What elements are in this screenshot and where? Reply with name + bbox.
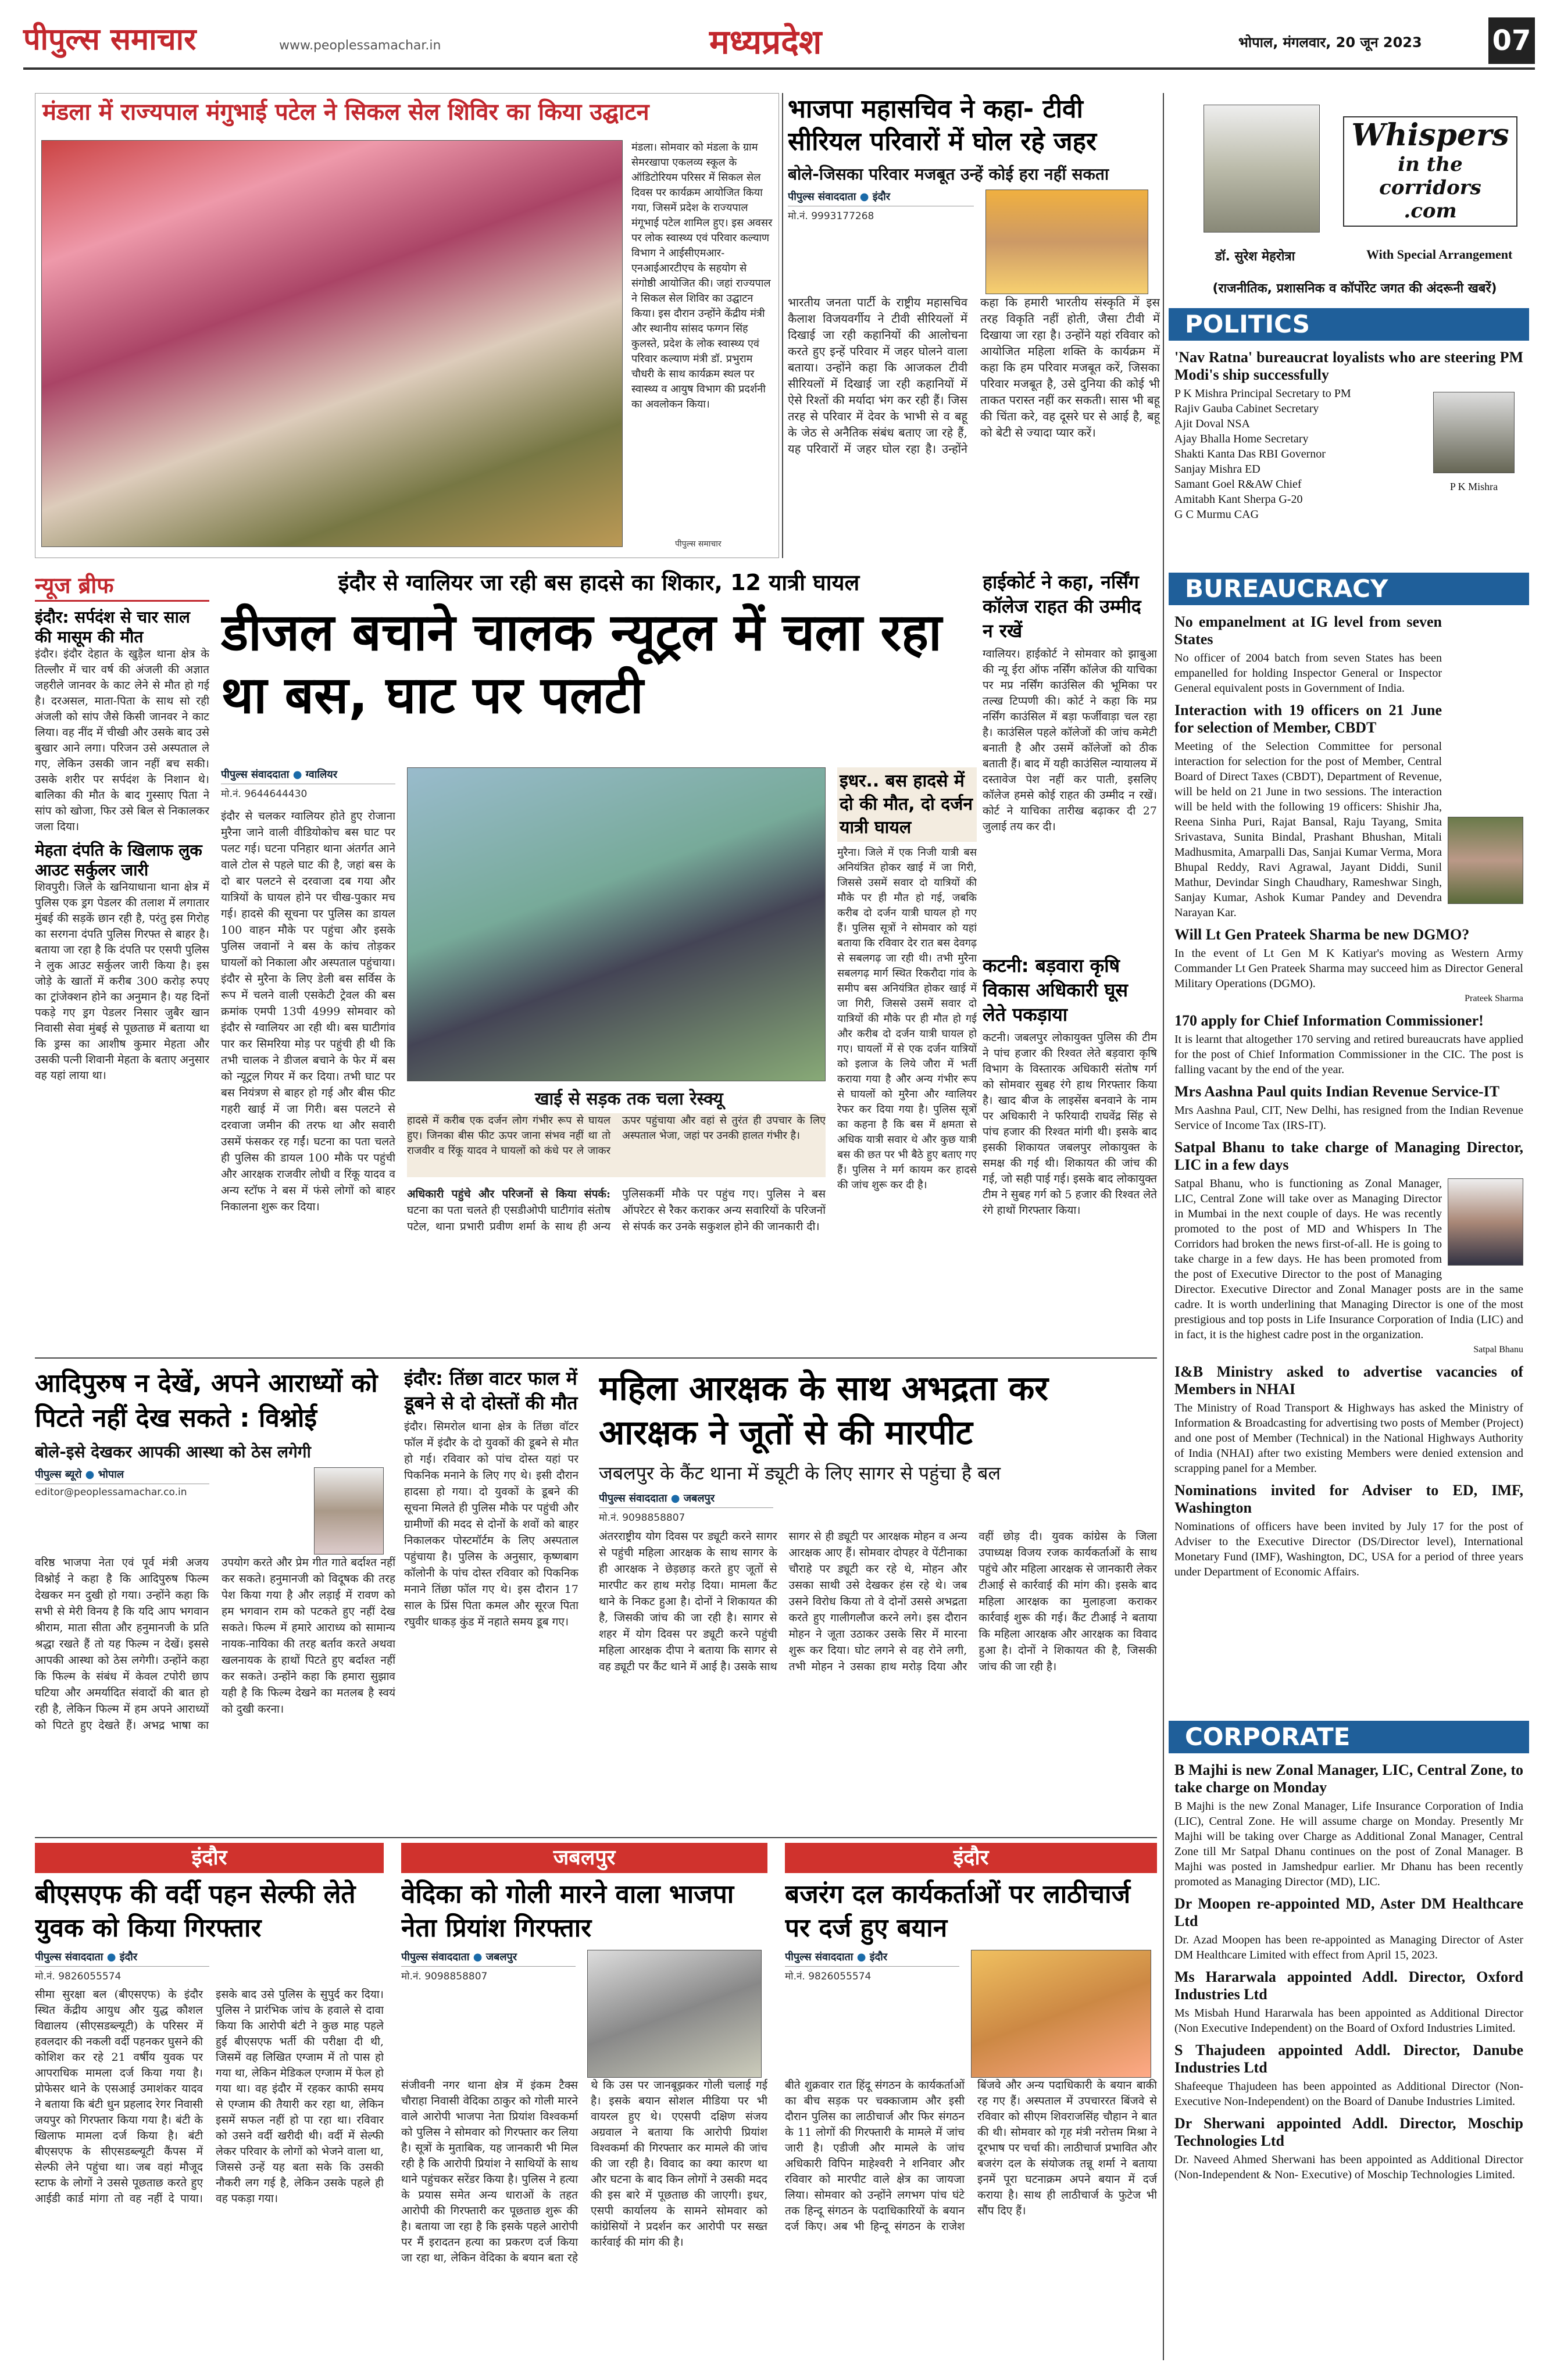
bsf-headline: बीएसएफ की वर्दी पहन सेल्फी लेते युवक को किया गिरफ्तार bbox=[35, 1879, 356, 1943]
bureaucracy-item-text: In the event of Lt Gen M K Katiyar's moving as Western Army Commander Lt Gen Prateek Sharma may succeed him as Director General Military Operations (DGMO). bbox=[1174, 947, 1523, 990]
logo-line2: in the corridors bbox=[1379, 153, 1481, 199]
katni-story bbox=[983, 953, 1157, 1355]
bureaucracy-item-text: The Ministry of Road Transport & Highways has asked the Ministry of Information & Broadcasting for advertising two posts of Member (Project) and one post of Member (Technical) in the National Highways Authority of India (NHAI) after two existing Members were denied extension and scrapping panel for a Member. bbox=[1174, 1402, 1523, 1475]
bureaucracy-item-title: Mrs Aashna Paul quits Indian Revenue Service-IT bbox=[1174, 1083, 1500, 1100]
section-name: मध्यप्रदेश bbox=[709, 22, 822, 62]
whispers-logo bbox=[1343, 116, 1517, 227]
bureaucracy-item-text: Meeting of the Selection Committee for personal interaction for selection for the post of Member, Central Board of Direct Taxes (CBDT), Department of Revenue, will be held on 21 June in two sessions. The interaction will be held with the following 19 officers: Shishir Jha, Reena Sinha Puri, Rajat Bansal, Raju Tayang, Smita Srivastava, Sunita Bindal, Prashant Bhushan, Mitali Madhusmita, Amarpalli Das, Sanjai Kumar Verma, Mora Bhupal Reddy, Ravi Agrawal, Jayant Diddi, Sunil Mathur, Devindar Singh Chaudhary, Rameshwar Singh, Sanjay Kumar, Ashok Kumar Pandey and Devendra Narayan Kar. bbox=[1174, 740, 1442, 919]
bajrang-body: बीते शुक्रवार रात हिंदू संगठन के कार्यकर्ताओं का बीच सड़क पर चक्काजाम और इसी दौरान पुलिस का लाठीचार्ज और फिर संगठन के 11 लोगों की गिरफ्तारी के मामले में जांच जारी है। एडीजी और मामले के जांच अधिकारी विपिन माहेश्वरी ने शनिवार और रविवार को मारपीट वाले क्षेत्र का जायजा लिया। सोमवार को उन्होंने लगभग पांच घंटे तक हिन्दू संगठन के पदाधिकारियों के बयान दर्ज किए। अब भी हिन्दू संगठन के राजेश बिंजवे और अन्य पदाधिकारी के बयान बाकी रह गए हैं। अस्पताल में उपचाररत बिंजवे से रविवार को सीएम शिवराजसिंह चौहान ने बात की थी। सोमवार को गृह मंत्री नरोत्तम मिश्रा ने दूरभाष पर चर्चा की। लाठीचार्ज प्रभावित और बजरंग दल के संयोजक तन्नू शर्मा ने बताया इनमें पूरा घटनाक्रम अपने बयान में दर्ज कराया है। साथ ही लाठीचार्ज के फुटेज भी सौंप दिए हैं। bbox=[785, 2079, 1157, 2233]
governor-credit: पीपुल्स समाचार bbox=[675, 539, 722, 549]
brand-name: पीपुल्स समाचार bbox=[23, 22, 197, 57]
corporate-section bbox=[1174, 1756, 1523, 2366]
bus-kicker: इंदौर से ग्वालियर जा रही बस हादसे का शिकार, 12 यात्री घायल bbox=[338, 570, 860, 595]
satpal-bhanu-caption: Satpal Bhanu bbox=[1473, 1345, 1523, 1355]
corporate-item-text: Dr. Naveed Ahmed Sherwani has been appointed as Additional Director (Non-Independent & Non- Executive) of Moschip Technologies Limited. bbox=[1174, 2153, 1523, 2181]
column-rule bbox=[782, 93, 783, 558]
corporate-item-title: Dr Moopen re-appointed MD, Aster DM Healthcare Ltd bbox=[1174, 1895, 1523, 1929]
politics-name: Ajit Doval NSA bbox=[1174, 417, 1250, 430]
masthead bbox=[23, 17, 1535, 70]
bjp-mobile: मो.नं. 9993177268 bbox=[788, 210, 874, 222]
corporate-item-title: Dr Sherwani appointed Addl. Director, Moschip Technologies Ltd bbox=[1174, 2115, 1523, 2149]
politics-headline: 'Nav Ratna' bureaucrat loyalists who are steering PM Modi's ship successfully bbox=[1174, 349, 1523, 383]
politics-name: Sanjay Mishra ED bbox=[1174, 463, 1260, 476]
politics-name: Amitabh Kant Sherpa G-20 bbox=[1174, 493, 1303, 506]
corporate-bar: CORPORATE bbox=[1169, 1721, 1529, 1753]
adipurush-byline: पीपुल्स ब्यूरो ● भोपाल bbox=[35, 1467, 209, 1484]
bsf-city-tag: इंदौर bbox=[35, 1843, 384, 1873]
vedika-mobile: मो.नं. 9098858807 bbox=[401, 1971, 488, 1982]
constable-headline: महिला आरक्षक के साथ अभद्रता कर आरक्षक ने जूतों से की मारपीट bbox=[599, 1368, 1049, 1452]
satpal-bhanu-photo bbox=[1448, 1178, 1523, 1266]
whispers-header bbox=[1169, 93, 1529, 337]
politics-name: Ajay Bhalla Home Secretary bbox=[1174, 433, 1309, 445]
bureaucracy-item-text: No officer of 2004 batch from seven States has been empanelled for holding Inspector General or Inspector General equivalent posts in Government of India. bbox=[1174, 652, 1442, 695]
bjp-body: भारतीय जनता पार्टी के राष्ट्रीय महासचिव कैलाश विजयवर्गीय ने टीवी सीरियलों में दिखाई जा रही कहानियों की आलोचना करते हुए इन्हें परिवार में जहर घोलने वाला बताया। उन्होंने कहा कि आजकल टीवी सीरियलों में दिखाई जा रही कहानियों में ऐसे रिश्तों की मर्यादा भंग कर रही हैं। जिस तरह से परिवार में देवर के भाभी से व बहू के जेठ से अनैतिक संबंध बताए जा रहे हैं, यह परिवारों में जहर घोल रहा है। उन्होंने कहा कि हमारी भारतीय संस्कृति में इस तरह विकृति नहीं होती, जैसा टीवी में दिखाया जा रहा है। उन्होंने यहां रविवार को आयोजित महिला शक्ति के कार्यक्रम में कहा कि हम परिवार मजबूत करें, जिसका परिवार मजबूत है, उसे दुनिया की कोई भी ताकत परास्त नहीं कर सकती। सास भी बहू की चिंता करे, वह दूसरे घर से आई है, बहू को बेटी से ज्यादा प्यार करें। bbox=[788, 295, 1160, 456]
katni-headline: कटनी: बड़वारा कृषि विकास अधिकारी घूस लेते पकड़ाया bbox=[983, 955, 1129, 1025]
politics-name: P K Mishra Principal Secretary to PM bbox=[1174, 387, 1351, 400]
vedika-headline: वेदिका को गोली मारने वाला भाजपा नेता प्रियांश गिरफ्तार bbox=[401, 1879, 734, 1943]
constable-mobile: मो.नं. 9098858807 bbox=[599, 1512, 685, 1524]
corporate-item-title: Ms Hararwala appointed Addl. Director, Oxford Industries Ltd bbox=[1174, 1968, 1523, 2003]
author-photo bbox=[1204, 105, 1320, 233]
brief-headline: इंदौर: सर्पदंश से चार साल की मासूम की मौत bbox=[35, 607, 190, 646]
hc-headline: हाईकोर्ट ने कहा, नर्सिंग कॉलेज राहत की उम्मीद न रखें bbox=[983, 571, 1141, 642]
bus-body-col1: इंदौर से चलकर ग्वालियर होते हुए रोजाना मुरैना जाने वाली वीडियोकोच बस घाट पर पलट गई। घटना पनिहार थाना अंतर्गत आने वाले टोल से पहले घाट की है, जहां बस के दो बार पलटने से दरवाजा दब गया और यात्रियों के घायल होने पर चीख-पुकार मच गई। हादसे की सूचना पर पुलिस का डायल 100 वाहन मौके पर पहुंचा और इसके पुलिस जवानों ने बस के कांच तोड़कर घायलों को निकाला और अस्पताल पहुंचाया। इंदौर से मुरैना के लिए डेली बस सर्विस के रूप में चलने वाली एसकेटी ट्रेवल की बस क्रमांक एमपी 13पी 4999 सोमवार को इंदौर से ग्वालियर आ रही थी। बस घाटीगांव पार कर सिमरिया मोड़ पर पहुंची ही थी कि तभी चालक ने डीजल बचाने के फेर में बस को न्यूट्रल गियर में कर दिया। तभी घाट पर बस नियंत्रण से बाहर हो गई और बीस फीट गहरी खाई में जा गिरी। बस पलटने से दरवाजा जमीन की तरफ था और सवारी उसमें फंसकर रह गईं। घटना का पता चलते ही पुलिस की डायल 100 मौके पर पहुंची और आरक्षक राजवीर लोधी व रिंकू यादव व अन्य स्टॉफ ने बस में फंसे लोगों को बाहर निकालना शुरू कर दिया। bbox=[221, 810, 395, 1213]
vijayvargiya-photo bbox=[985, 190, 1148, 294]
page-number: 07 bbox=[1488, 17, 1535, 64]
bureaucracy-item-text: It is learnt that altogether 170 serving and retired bureaucrats have applied for the post of Chief Information Commissioner in the CIC. The post is falling vacant by the end of the year. bbox=[1174, 1033, 1523, 1076]
bajrang-byline: पीपुल्स संवाददाता ● इंदौर bbox=[785, 1950, 959, 1967]
adipurush-subtitle: बोले-इसे देखकर आपकी आस्था को ठेस लगेगी bbox=[35, 1442, 311, 1461]
corporate-item-text: Ms Misbah Hund Hararwala has been appointed as Additional Director (Non Executive Independent) on the Board of Oxford Industries Limited. bbox=[1174, 2007, 1523, 2035]
highcourt-story bbox=[983, 570, 1157, 942]
vedika-story bbox=[401, 1843, 767, 2366]
bus-photo-subtext: हादसे में करीब एक दर्जन लोग गंभीर रूप से घायल हुए। जिनका बीस फीट ऊपर जाना संभव नहीं था तो राजवीर व रिंकू यादव ने घायलों को कंधे पर ले जाकर ऊपर पहुंचाया और वहां से तुरंत ही उपचार के लिए अस्पताल भेजा, जहां पर उनकी हालत गंभीर है। bbox=[407, 1113, 826, 1177]
bureaucracy-bar: BUREAUCRACY bbox=[1169, 573, 1529, 605]
bajrang-story bbox=[785, 1843, 1157, 2366]
bsf-body: सीमा सुरक्षा बल (बीएसएफ) के इंदौर स्थित केंद्रीय आयुध और युद्ध कौशल विद्यालय (सीएसडब्ल्यूटी) के परिसर में हवलदार की नकली वर्दी पहनकर घुसने की कोशिश कर रहे 21 वर्षीय युवक पर आपराधिक मामला दर्ज किया गया है। प्रोफेसर थाने के एसआई उमाशंकर यादव ने बताया कि बंटी धुन प्रहलाद रेगर निवासी जयपुर को गिरफ्तार किया गया है। बंटी के खिलाफ मामला दर्ज किया है। बंटी बीएसएफ के सीएसडब्ल्यूटी कैंपस में सेल्फी लेने पहुंचा था। जब वहां मौजूद स्टाफ के लोगों ने उससे पूछताछ करते हुए आईडी कार्ड मांगा तो वह नहीं दे पाया। इसके बाद उसे पुलिस के सुपुर्द कर दिया। पुलिस ने प्रारंभिक जांच के हवाले से दावा किया कि आरोपी बंटी ने कुछ माह पहले हुई बीएसएफ भर्ती की परीक्षा दी थी, जिसमें वह लिखित एग्जाम में तो पास हो गया था, लेकिन मेडिकल एग्जाम में फेल हो गया था। वह इंदौर में रहकर काफी समय से एग्जाम की तैयारी कर रहा था, लेकिन इसमें सफल नहीं हो पा रहा था। रविवार को उसने वर्दी खरीदी थी। वर्दी में सेल्फी लेकर परिवार के लोगों को भेजने वाला था, जिससे उन्हें यह बता सके कि उसकी नौकरी लग गई है, लेकिन उसके पहले ही वह पकड़ा गया। bbox=[35, 1988, 384, 2205]
bus-mobile: मो.नं. 9644644430 bbox=[221, 788, 308, 800]
adipurush-headline: आदिपुरुष न देखें, अपने आराध्यों को पिटते नहीं देख सकते : विश्नोई bbox=[35, 1368, 378, 1433]
issue-date: भोपाल, मंगलवार, 20 जून 2023 bbox=[1238, 34, 1422, 51]
pk-mishra-caption: P K Mishra bbox=[1449, 481, 1498, 492]
bureaucracy-item-title: Satpal Bhanu to take charge of Managing Director, LIC in a few days bbox=[1174, 1139, 1523, 1173]
vedika-byline: पीपुल्स संवाददाता ● जबलपुर bbox=[401, 1950, 576, 1967]
constable-subtitle: जबलपुर के कैंट थाना में ड्यूटी के लिए सागर से पहुंचा है बल bbox=[599, 1462, 1001, 1484]
bureaucracy-item-text: Mrs Aashna Paul, CIT, New Delhi, has resigned from the Indian Revenue Service of Income Tax (IRS-IT). bbox=[1174, 1104, 1523, 1132]
politics-section bbox=[1174, 343, 1523, 564]
bureaucracy-item-title: No empanelment at IG level from seven States bbox=[1174, 613, 1442, 648]
bus-subhead: अधिकारी पहुंचे और परिजनों से किया संपर्क: bbox=[407, 1188, 610, 1200]
politics-name: Rajiv Gauba Cabinet Secretary bbox=[1174, 402, 1319, 415]
morena-headline: इधर.. बस हादसे में दो की मौत, दो दर्जन यात्री घायल bbox=[837, 767, 977, 842]
bureaucracy-item-title: Nominations invited for Adviser to ED, IMF, Washington bbox=[1174, 1482, 1523, 1516]
priyansh-photo bbox=[587, 1950, 762, 2078]
pk-mishra-photo bbox=[1433, 392, 1515, 473]
prateek-sharma-caption: Prateek Sharma bbox=[1465, 994, 1523, 1003]
bjp-story bbox=[788, 93, 1160, 558]
governor-body: मंडला। सोमवार को मंडला के ग्राम सेमरखापा एकलव्य स्कूल के ऑडिटोरियम परिसर में सिकल सेल दिवस पर कार्यक्रम आयोजित किया गया, जिसमें प्रदेश के राज्यपाल मंगूभाई पटेल शामिल हुए। इस अवसर पर लोक स्वास्थ्य एवं परिवार कल्याण विभाग ने आईसीएमआर- एनआईआरटीएच के सहयोग से संगोष्ठी आयोजित की। जहां राज्यपाल ने सिकल सेल शिविर का उद्घाटन किया। इस दौरान उन्होंने केंद्रीय मंत्री और स्थानीय सांसद फग्गन सिंह कुलस्ते, प्रदेश के लोक स्वास्थ्य एवं परिवार कल्याण मंत्री डॉ. प्रभुराम चौधरी के साथ कार्यक्रम स्थल पर स्वास्थ्य व आयुष विभाग की प्रदर्शनी का अवलोकन किया। bbox=[631, 141, 773, 410]
politics-name: G C Murmu CAG bbox=[1174, 508, 1259, 521]
brand-logo bbox=[23, 17, 196, 59]
logo-line3: .com bbox=[1404, 199, 1457, 223]
bureaucracy-item-title: Will Lt Gen Prateek Sharma be new DGMO? bbox=[1174, 926, 1470, 943]
governor-headline: मंडला में राज्यपाल मंगुभाई पटेल ने सिकल सेल शिविर का किया उद्घाटन bbox=[42, 99, 649, 126]
vishnoi-photo bbox=[314, 1467, 384, 1554]
corporate-item-text: Dr. Azad Moopen has been re-appointed as Managing Director of Aster DM Healthcare Limited with effect from April 15, 2023. bbox=[1174, 1934, 1523, 1961]
bureaucracy-item-title: I&B Ministry asked to advertise vacancies of Members in NHAI bbox=[1174, 1363, 1523, 1398]
logo-line1: Whispers bbox=[1351, 117, 1509, 153]
bajrang-photo bbox=[971, 1950, 1151, 2078]
bus-accident-photo bbox=[407, 767, 826, 1081]
governor-story bbox=[35, 93, 779, 558]
brief-body: इंदौर। इंदौर देहात के खुड़ैल थाना क्षेत्र के तिल्लौर में चार वर्ष की अंजली की अज्ञात जहरीले जानवर के काट लेने से मौत हो गई है। दरअसल, माता-पिता के साथ सो रही अंजली को सांप जैसे किसी जानवर ने काट लिया। वह नींद में चीखी और उसके बाद उसे बुखार आने लगा। परिजन उसे अस्पताल ले गए, लेकिन उसकी जान नहीं बच सकी। उसके शरीर पर सर्पदंश के निशान थे। बालिका की मौत के बाद गुस्साए पिता ने सांप को खोजा, फिर उसे बिल से निकालकर जला दिया। bbox=[35, 648, 209, 834]
arrangement-note: With Special Arrangement bbox=[1366, 247, 1513, 262]
news-brief-label: न्यूज ब्रीफ bbox=[35, 570, 209, 602]
column-rule bbox=[1163, 93, 1164, 2360]
bsf-mobile: मो.नं. 9826055574 bbox=[35, 1971, 122, 1982]
constable-body: अंतरराष्ट्रीय योग दिवस पर ड्यूटी करने सागर से पहुंची महिला आरक्षक के साथ सागर के ही आरक्षक ने छेड़छाड़ करते हुए जूतों से मारपीट कर हाथ मरोड़ दिया। मामला कैंट थाने के निकट हुआ है। दोनों ने शिकायत की है, जिसकी जांच की जा रही है। सागर से शहर में योग दिवस पर ड्यूटी करने पहुंची महिला आरक्षक दीपा ने बताया कि सागर से वह ड्यूटी पर कैंट थाने में आई है। उसके साथ सागर से ही ड्यूटी पर आरक्षक मोहन व अन्य आरक्षक आए हैं। सोमवार दोपहर वे पेंटीनाका चौराहे पर ड्यूटी कर रहे थे, मोहन और उसका साथी उसे देखकर हंस रहे थे। जब उसने विरोध किया तो वे दोनों उससे अभद्रता करते हुए गालीगलौज करने लगे। इस दौरान मोहन ने जूता उठाकर उसके सिर में मारना शुरू कर दिया। घोट लगने से वह रोने लगी, तभी मोहन ने उसका हाथ मरोड़ दिया और वहीं छोड़ दी। युवक कांग्रेस के जिला उपाध्यक्ष विजय रजक कार्यकर्ताओं के साथ पहुंचे और महिला आरक्षक से जानकारी लेकर टीआई से कार्रवाई की मांग की। इसके बाद महिला आरक्षक का मुलाहजा कराकर कार्रवाई शुरू की गई। कैंट टीआई ने बताया कि महिला आरक्षक और आरक्षक का विवाद हुआ है। दोनों ने शिकायत की है, जिसकी जांच की जा रही है। bbox=[599, 1530, 1157, 1673]
bus-byline: पीपुल्स संवाददाता ● ग्वालियर bbox=[221, 767, 395, 784]
governor-photo bbox=[41, 140, 623, 547]
katni-body: कटनी। जबलपुर लोकायुक्त पुलिस की टीम ने पांच हजार की रिश्वत लेते बड़वारा कृषि विभाग के विस्तारक अधिकारी संतोष गर्ग को सोमवार सुबह रंगे हाथ गिरफ्तार किया है। खाद बीज के लाइसेंस बनवाने के नाम पर अधिकारी ने फरियादी राघवेंद्र सिंह से पांच हजार की रिश्वत मांगी थी। इसके बाद इसकी शिकायत जबलपुर लोकायुक्त के समक्ष की गई थी। शिकायत की जांच की गई, जो सही पाई गई। इसके बाद लोकायुक्त टीम ने सुबह गर्ग को 5 हजार की रिश्वत लेते रंगे हाथों गिरफ्तार किया। bbox=[983, 1031, 1157, 1217]
corporate-item-title: S Thajudeen appointed Addl. Director, Danube Industries Ltd bbox=[1174, 2042, 1523, 2076]
vedika-city-tag: जबलपुर bbox=[401, 1843, 767, 1873]
bjp-subtitle: बोले-जिसका परिवार मजबूत उन्हें कोई हरा नहीं सकता bbox=[788, 165, 1109, 184]
bus-story bbox=[221, 570, 977, 1349]
website-url[interactable]: www.peoplessamachar.in bbox=[279, 38, 441, 53]
bajrang-city-tag: इंदौर bbox=[785, 1843, 1157, 1873]
politics-name: Samant Goel R&AW Chief bbox=[1174, 478, 1302, 491]
bsf-story bbox=[35, 1843, 384, 2366]
author-name: डॉ. सुरेश मेहरोत्रा bbox=[1215, 249, 1295, 264]
bjp-byline: पीपुल्स संवाददाता ● इंदौर bbox=[788, 190, 974, 206]
divider bbox=[35, 1357, 1157, 1359]
constable-story bbox=[599, 1366, 1157, 1843]
bureaucracy-item-text: Satpal Bhanu, who is functioning as Zonal Manager, LIC, Central Zone will take over as Managing Director in Mumbai in the next couple of days. He was recently promoted to the post of MD and Whispers In The Corridors had broken the news first-of-all. He is going to take charge in a few days. He has been promoted from the post of Executive Director to the post of Managing Director. Executive Director and Zonal Manager posts are in the same cadre. It is worth underlining that Managing Director is one of the most prestigious and top posts in Life Insurance Corporation of India (LIC) and in fact, it is the highest cadre post in the organization. bbox=[1174, 1177, 1523, 1341]
hc-body: ग्वालियर। हाईकोर्ट ने सोमवार को झाबुआ की न्यू ईरा ऑफ नर्सिंग कॉलेज की याचिका पर मप्र नर्सिंग काउंसिल की भूमिका पर तल्ख टिप्पणी की। कोर्ट ने कहा कि मप्र नर्सिंग काउंसिल में बड़ा फर्जीवाड़ा चल रहा है। काउंसिल पहले कॉलेजों की जांच कमेटी बनाती है और उसमें कॉलेजों को ठीक बताती हैं। बाद में यही काउंसिल न्यायालय में दस्तावेज पेश नहीं कर पाती, इसलिए कॉलेज हमसे कोई राहत की उम्मीद न रखें। कोर्ट ने याचिका तारीख बढ़ाकर दी 27 जुलाई तय कर दी। bbox=[983, 648, 1157, 833]
bureaucracy-section bbox=[1174, 607, 1523, 1648]
morena-body: मुरैना। जिले में एक निजी यात्री बस अनियंत्रित होकर खाई में जा गिरी, जिससे उसमें सवार दो यात्रियों की मौके पर ही मौत हो गई, जबकि करीब दो दर्जन यात्री घायल हो गए हैं। पुलिस सूत्रों ने सोमवार को यहां बताया कि रविवार देर रात बस देवगढ़ से सबलगढ़ जा रही थी। तभी मुरैना सबलगढ़ मार्ग स्थित रिकरौदा गांव के समीप बस अनियंत्रित होकर खाई में जा गिरी, जिससे उसमें सवार दो यात्रियों की मौके पर ही मौत हो गई और करीब दो दर्जन यात्री घायल हो गए। घायलों में से एक दर्जन यात्रियों को इलाज के लिये जौरा में भर्ती कराया गया है और अन्य गंभीर रूप से घायलों को मुरैना और ग्वालियर रेफर कर दिया गया है। पुलिस सूत्रों का कहना है कि बस में क्षमता से अधिक यात्री सवार थे और कुछ यात्री बस की छत पर भी बैठे हुए बताए गए हैं। पुलिस ने मर्ग कायम कर हादसे की जांच शुरू कर दी है। bbox=[837, 846, 977, 1191]
tincha-headline: इंदौर: तिंछा वाटर फाल में डूबने से दो दोस्तों की मौत bbox=[404, 1367, 578, 1414]
corporate-item-title: B Majhi is new Zonal Manager, LIC, Central Zone, to take charge on Monday bbox=[1174, 1761, 1523, 1796]
bureaucracy-item-title: Interaction with 19 officers on 21 June for selection of Member, CBDT bbox=[1174, 702, 1442, 736]
morena-box bbox=[837, 767, 977, 1343]
bus-photo-caption: खाई से सड़क तक चला रेस्क्यू bbox=[535, 1089, 723, 1109]
vedika-body: संजीवनी नगर थाना क्षेत्र में इंकम टैक्स चौराहा निवासी वेदिका ठाकुर को गोली मारने वाले आरोपी भाजपा नेता प्रियांश विश्वकर्मा को पुलिस ने सोमवार को गिरफ्तार कर लिया है। सूत्रों के मुताबिक, यह जानकारी भी मिल रही है कि आरोपी प्रियांश ने साथियों के साथ थाने पहुंचकर सरेंडर किया है। पुलिस ने हत्या के प्रयास समेत अन्य धाराओं के तहत आरोपी की गिरफ्तारी कर पूछताछ शुरू की है। बताया जा रहा है कि इसके पहले आरोपी पर मैं इरादतन हत्या का प्रकरण दर्ज किया जा रहा था, लेकिन वेदिका के बयान बता रहे थे कि उस पर जानबूझकर गोली चलाई गई है। इसके बयान सोशल मीडिया पर भी वायरल हुए थे। एएसपी दक्षिण संजय अग्रवाल ने बताया कि आरोपी प्रियांश विश्वकर्मा की गिरफ्तार कर मामले की जांच की जा रही है। विवाद का क्या कारण था और घटना के बाद किन लोगों ने उसकी मदद की इस बारे में पूछताछ की जाएगी। इधर, एसपी कार्यालय के सामने सोमवार को कांग्रेसियों ने प्रदर्शन कर आरोपी पर सख्त कार्रवाई की मांग की है। bbox=[401, 2079, 767, 2264]
bus-body-col2 bbox=[407, 1186, 826, 1343]
prateek-sharma-photo bbox=[1448, 817, 1523, 904]
brief-headline: मेहता दंपति के खिलाफ लुक आउट सर्कुलर जारी bbox=[35, 841, 202, 880]
bajrang-headline: बजरंग दल कार्यकर्ताओं पर लाठीचार्ज पर दर्ज हुए बयान bbox=[785, 1879, 1131, 1943]
bureaucracy-item-text: Nominations of officers have been invited by July 17 for the post of Adviser to the Executive Director (DS/Director level), International Monetary Fund (IMF), Washington, DC, USA for a period of three years under Department of Economic Affairs. bbox=[1174, 1520, 1523, 1578]
bus-headline: डीजल बचाने चालक न्यूट्रल में चला रहा था बस, घाट पर पलटी bbox=[221, 602, 942, 725]
corporate-item-text: B Majhi is the new Zonal Manager, Life Insurance Corporation of India (LIC), Central Zone. He will assume charge on Monday. Presently Mr Majhi will be taking over Charge as Additional Zonal Manager, Central Zone till Mr Satpal Dhanu continues on the post of Zonal Manager. B Majhi was posted in Jamshedpur earlier. Mr Dhanu has been recently promoted as Managing Director (MD), LIC. bbox=[1174, 1800, 1523, 1888]
whispers-tagline: (राजनीतिक, प्रशासनिक व कॉर्पोरेट जगत की अंदरूनी खबरें) bbox=[1212, 281, 1497, 296]
politics-name: Shakti Kanta Das RBI Governor bbox=[1174, 448, 1326, 460]
bajrang-mobile: मो.नं. 9826055574 bbox=[785, 1971, 872, 1982]
adipurush-email[interactable]: editor@peoplessamachar.co.in bbox=[35, 1486, 187, 1498]
bus-body2: घटना का पता चलते ही एसडीओपी घाटीगांव संतोष पटेल, थाना प्रभारी प्रवीण शर्मा के साथ ही अन्य पुलिसकर्मी मौके पर पहुंच गए। पुलिस ने बस ऑपरेटर से रैकर कराकर अन्य सवारियों के परिजनों से संपर्क कर उनके सकुशल होने की जानकारी दी। bbox=[407, 1188, 826, 1233]
brief-body: शिवपुरी। जिले के खनियाधाना थाना क्षेत्र में पुलिस एक ड्रग पेडलर की तलाश में लगातार मुंबई की सड़कें छान रही है, परंतु इस गिरोह का सरगना दंपति पुलिस गिरफ्त से बाहर है। बताया जा रहा है कि दंपति पर एसपी पुलिस ने लुक आउट सर्कुलर जारी किया है। इस जोड़े के खातों में करीब 300 करोड़ रुपए का ट्रांजेक्शन होने का अनुमान है। यह दिनों पकड़े गए ड्रग पेडलर निसार जुबैर खान निवासी सेवा मुंबई से पूछताछ में बताया था कि ड्रग्स का आशीष कुमार मेहता और उसकी पत्नी शिवानी मेहता के बताए अनुसार वह यहां लाया था। bbox=[35, 881, 209, 1082]
constable-byline: पीपुल्स संवाददाता ● जबलपुर bbox=[599, 1491, 773, 1508]
corporate-item-text: Shafeeque Thajudeen has been appointed as Additional Director (Non-Executive Non-Independent) on the Board of Danube Industries Limited. bbox=[1174, 2080, 1523, 2108]
news-brief bbox=[35, 570, 209, 1349]
tincha-body: इंदौर। सिमरोल थाना क्षेत्र के तिंछा वॉटर फॉल में इंदौर के दो युवकों की डूबने से मौत हो गई। रविवार को पांच दोस्त यहां पर पिकनिक मनाने के लिए गए थे। इसी दौरान हादसा हो गया। दो युवकों के डूबने की सूचना मिलते ही पुलिस मौके पर पहुंची और ग्रामीणों की मदद से दोनों के शवों को बाहर निकालकर पोस्टमॉर्टम के लिए अस्पताल पहुंचाया है। पुलिस के अनुसार, कृष्णबाग कॉलोनी के पांच दोस्त रविवार को पिकनिक मनाने तिंछा फॉल गए थे। इस दौरान 17 साल के प्रिंस पिता कमल और सूरज पिता रघुवीर धाकड़ कुंड में नहाते समय डूब गए। bbox=[404, 1420, 578, 1628]
adipurush-body: वरिष्ठ भाजपा नेता एवं पूर्व मंत्री अजय विश्नोई ने कहा है कि आदिपुरुष फिल्म देखकर मन दुखी हो गया। उन्होंने कहा कि सभी से मेरी विनय है कि यदि आप भगवान श्रीराम, माता सीता और हनुमानजी के प्रति श्रद्धा रखते हैं तो यह फिल्म न देखें। इससे आपकी आस्था को ठेस लगेगी। उन्होंने कहा कि फिल्म के संबंध में केवल टपोरी छाप घटिया और अमर्यादित संवादों की बात हो रही है, लेकिन फिल्म में हम अपने आराध्यों को पिटते हुए देखते हैं। अभद्र भाषा का उपयोग करते और प्रेम गीत गाते बर्दाश्त नहीं कर सकते। हनुमानजी को विदूषक की तरह पेश किया गया है और लड़ाई में रावण को हम भगवान राम को पटकते हुए नहीं देख सकते। फिल्म में हमारे आराध्य को सामान्य नायक-नायिका की तरह बर्ताव करते अथवा खलनायक के हाथों पिटते हुए बर्दाश्त नहीं कर सकते। उन्होंने कहा कि हमारा सुझाव यही है कि फिल्म देखने का मतलब है स्वयं को दुखी करना। bbox=[35, 1556, 395, 1732]
divider bbox=[35, 1837, 1157, 1838]
bsf-byline: पीपुल्स संवाददाता ● इंदौर bbox=[35, 1950, 209, 1967]
politics-bar: POLITICS bbox=[1169, 308, 1529, 341]
bjp-headline: भाजपा महासचिव ने कहा- टीवी सीरियल परिवारों में घोल रहे जहर bbox=[788, 94, 1097, 156]
tincha-story bbox=[404, 1366, 578, 1843]
adipurush-story bbox=[35, 1366, 395, 1843]
bureaucracy-item-title: 170 apply for Chief Information Commissioner! bbox=[1174, 1012, 1484, 1029]
